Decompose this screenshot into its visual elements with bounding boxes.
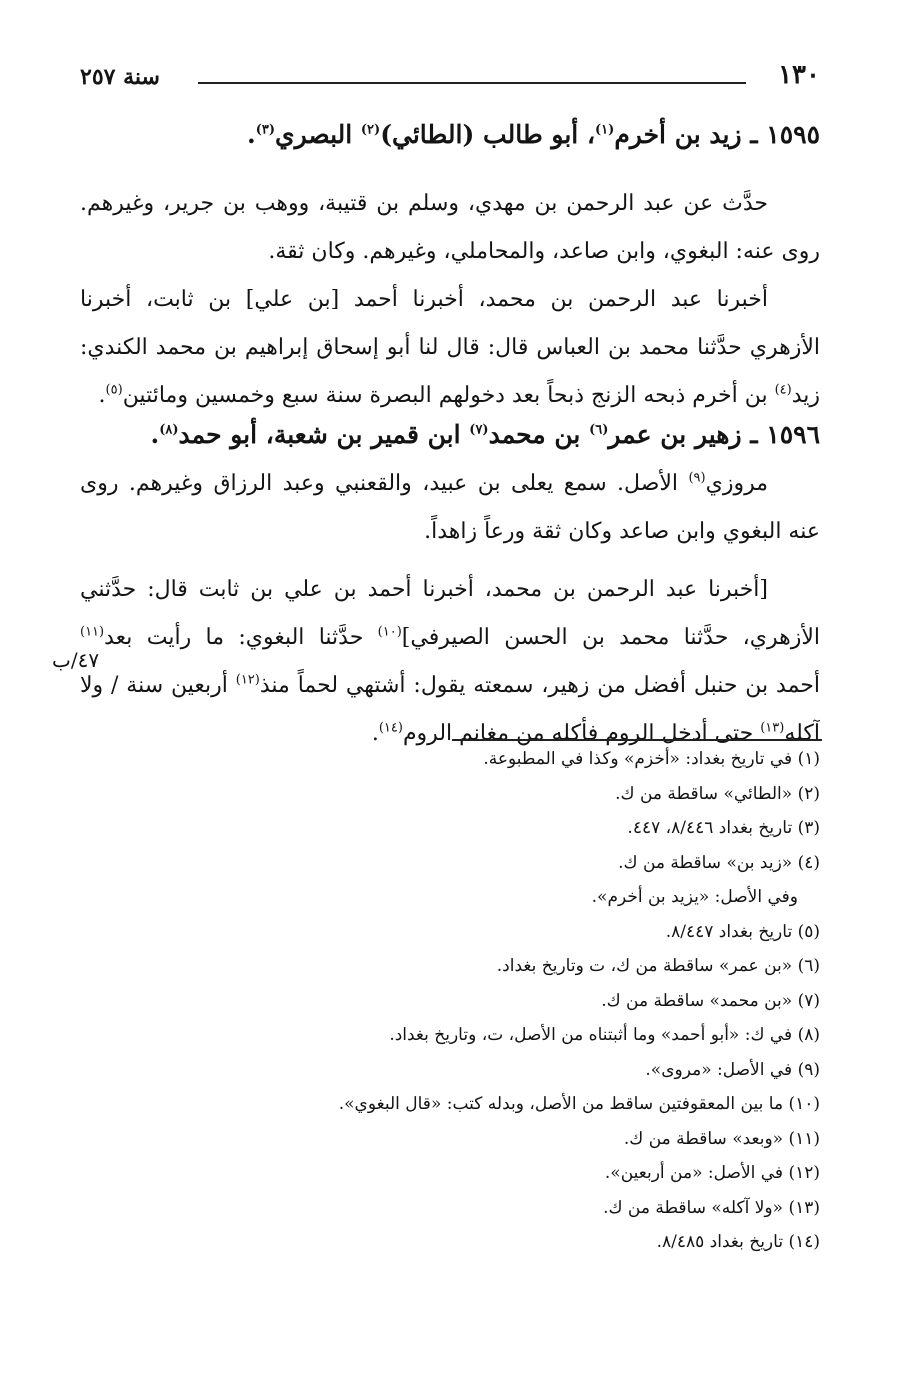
footnote-ref: (٢)	[360, 122, 381, 138]
footnote-ref: (١٢)	[235, 672, 260, 688]
footnote: (٤) «زيد بن» ساقطة من ك.	[618, 852, 820, 873]
footnote-ref: (٦)	[589, 422, 609, 438]
footnote: (٣) تاريخ بغداد ٨/٤٤٦، ٤٤٧.	[627, 818, 820, 838]
text-run: آكله	[784, 721, 820, 746]
text-run: الأزهري، حدَّثنا محمد بن الحسن الصيرفي]	[401, 625, 820, 650]
footnote-ref: (٤)	[774, 382, 792, 398]
footnote: (٥) تاريخ بغداد ٨/٤٤٧.	[665, 921, 820, 942]
heading-nisba: البصري	[275, 120, 361, 149]
text-run: مروزي	[705, 471, 768, 496]
header-rule	[198, 82, 746, 84]
dash: ـ	[741, 120, 767, 149]
text-line: حدَّث عن عبد الرحمن بن مهدي، وسلم بن قتيبة، ووهب بن جرير، وغيرهم.	[80, 191, 768, 216]
period: .	[371, 721, 379, 746]
footnote-ref: (٨)	[159, 422, 179, 438]
text-line: أخبرنا عبد الرحمن بن محمد، أخبرنا أحمد [بن علي] بن ثابت، أخبرنا	[80, 287, 768, 312]
footnote: (١٢) في الأصل: «من أربعين».	[604, 1163, 820, 1183]
footnote: (١١) «وبعد» ساقطة من ك.	[623, 1128, 820, 1149]
footnote: وفي الأصل: «يزيد بن أخرم».	[591, 887, 798, 907]
text-run: حتى أدخل الروم فأكله من مغانم الروم	[402, 721, 761, 746]
heading-kunya: ، أبو طالب (الطائي)	[380, 120, 596, 149]
entry-1596-body	[80, 460, 820, 758]
footnote-ref: (٥)	[105, 382, 123, 398]
footnote-ref: (١٤)	[378, 720, 403, 736]
footnote-ref: (٣)	[255, 122, 276, 138]
footnote-ref: (١١)	[80, 624, 105, 640]
footnote-ref: (١٠)	[377, 624, 402, 640]
footnote: (٨) في ك: «أبو أحمد» وما أثبتناه من الأصل، ت، وتاريخ بغداد.	[389, 1025, 820, 1045]
page-number: ١٣٠	[778, 60, 820, 90]
period: .	[150, 420, 160, 449]
footnote-ref: (١٣)	[760, 720, 785, 736]
footnotes	[120, 742, 820, 1260]
text-run: بن أخرم ذبحه الزنج ذبحاً بعد دخولهم البصرة سنة سبع وخمسين ومائتين	[122, 383, 775, 408]
footnote-ref: (٩)	[688, 470, 706, 486]
entry-1595-body	[80, 180, 820, 420]
heading-name: زهير بن عمر	[608, 420, 742, 449]
page-header	[80, 60, 820, 94]
text-run: الأصل. سمع يعلى بن عبيد، والقعنبي وعبد الرزاق وغيرهم. روى	[80, 471, 689, 496]
text-line	[80, 460, 820, 508]
heading-name: بن محمد	[488, 420, 590, 449]
footnote-separator	[452, 739, 822, 741]
entry-1595-heading	[80, 120, 820, 149]
heading-name: زيد بن أخرم	[614, 120, 742, 149]
footnote-ref: (١)	[595, 122, 615, 138]
text-run: حدَّثنا البغوي: ما رأيت بعد	[104, 625, 378, 650]
entry-1596-heading	[80, 420, 820, 449]
text-run: أحمد بن حنبل أفضل من زهير، سمعته يقول: أشتهي لحماً منذ	[259, 673, 820, 698]
footnote: (١٠) ما بين المعقوفتين ساقط من الأصل، وبدله كتب: «قال البغوي».	[338, 1094, 820, 1114]
running-head: سنة ٢٥٧	[80, 64, 160, 90]
text-line	[80, 372, 820, 420]
text-line: الأزهري حدَّثنا محمد بن العباس قال: قال لنا أبو إسحاق إبراهيم بن محمد الكندي:	[80, 335, 820, 360]
footnote: (١) في تاريخ بغداد: «أخزم» وكذا في المطبوعة.	[483, 749, 820, 769]
footnote: (٧) «بن محمد» ساقطة من ك.	[601, 990, 820, 1011]
footnote: (٦) «بن عمر» ساقطة من ك، ت وتاريخ بغداد.	[496, 956, 820, 976]
period: .	[247, 120, 256, 149]
dash: ـ	[741, 420, 767, 449]
text-line	[80, 614, 820, 662]
period: .	[98, 383, 106, 408]
footnote: (٢) «الطائي» ساقطة من ك.	[615, 783, 820, 804]
text-run: أربعين سنة / ولا	[80, 673, 236, 698]
heading-name: ابن قمير بن شعبة، أبو حمد	[178, 420, 470, 449]
footnote-ref: (٧)	[469, 422, 489, 438]
footnote: (١٤) تاريخ بغداد ٨/٤٨٥.	[656, 1232, 820, 1252]
text-line: روى عنه: البغوي، وابن صاعد، والمحاملي، وغيرهم. وكان ثقة.	[268, 239, 820, 264]
text-line: [أخبرنا عبد الرحمن بن محمد، أخبرنا أحمد بن علي بن ثابت قال: حدَّثني	[80, 577, 768, 602]
text-line	[80, 662, 820, 710]
entry-number: ١٥٩٦	[766, 420, 820, 449]
footnote: (١٣) «ولا آكله» ساقطة من ك.	[603, 1197, 820, 1218]
text-run: زيد	[791, 383, 820, 408]
manuscript-folio-note: ٤٧/ب	[52, 648, 100, 672]
entry-number: ١٥٩٥	[766, 120, 820, 149]
text-line: عنه البغوي وابن صاعد وكان ثقة ورعاً زاهداً.	[424, 519, 820, 544]
footnote: (٩) في الأصل: «مروى».	[645, 1059, 820, 1080]
